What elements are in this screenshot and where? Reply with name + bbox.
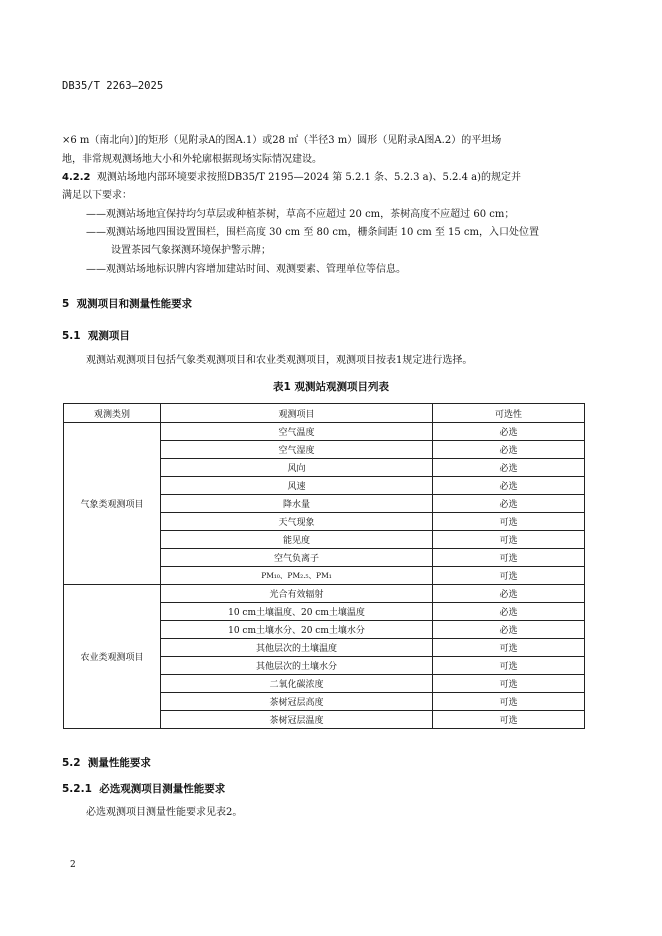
item-cell: 风向 (161, 459, 433, 477)
option-cell: 必选 (433, 495, 585, 513)
section-title: 观测项目 (87, 330, 130, 342)
item-cell: 空气湿度 (161, 441, 433, 459)
table-header-row (64, 404, 585, 423)
option-cell: 必选 (433, 477, 585, 495)
requirement-item-2: ——观测站场地四围设置围栏，围栏高度 30 cm 至 80 cm，栅条间距 10 cm 至 15 cm，入口处位置 (86, 227, 540, 238)
page-number: 2 (70, 860, 76, 870)
intro-line-2: 地，非常规观测场地大小和外轮廓根据现场实际情况建设。 (62, 154, 322, 165)
item-cell: 茶树冠层温度 (161, 711, 433, 729)
table-1-caption: 表1 观测站观测项目列表 (273, 381, 389, 393)
option-cell: 可选 (433, 693, 585, 711)
item-cell: 其他层次的土壤温度 (161, 639, 433, 657)
document-code: DB35/T 2263—2025 (62, 80, 164, 92)
item-cell: 茶树冠层高度 (161, 693, 433, 711)
item-cell: 降水量 (161, 495, 433, 513)
option-cell: 必选 (433, 585, 585, 603)
option-cell: 可选 (433, 549, 585, 567)
section-title: 测量性能要求 (87, 757, 151, 769)
item-cell: 天气现象 (161, 513, 433, 531)
item-cell: 二氧化碳浓度 (161, 675, 433, 693)
option-cell: 可选 (433, 513, 585, 531)
section-title: 观测项目和测量性能要求 (76, 298, 193, 310)
item-cell: PM₁₀、PM₂.₅、PM₁ (161, 567, 433, 585)
header-item: 观测项目 (161, 404, 433, 423)
option-cell: 可选 (433, 675, 585, 693)
section-5-1-heading (62, 328, 130, 343)
section-5-2-1-paragraph: 必选观测项目测量性能要求见表2。 (86, 807, 243, 818)
section-5-2-1-heading (62, 781, 225, 796)
option-cell: 必选 (433, 603, 585, 621)
requirement-item-3: ——观测站场地标识牌内容增加建站时间、观测要素、管理单位等信息。 (86, 264, 406, 275)
clause-4-2-2-line-1 (62, 171, 521, 184)
category-cell-agricultural: 农业类观测项目 (64, 585, 161, 729)
item-cell: 10 cm土壤温度、20 cm土壤温度 (161, 603, 433, 621)
item-cell: 其他层次的土壤水分 (161, 657, 433, 675)
item-cell: 空气负离子 (161, 549, 433, 567)
section-5-1-paragraph: 观测站观测项目包括气象类观测项目和农业类观测项目，观测项目按表1规定进行选择。 (86, 355, 473, 366)
option-cell: 可选 (433, 531, 585, 549)
section-number: 5.2.1 (62, 783, 92, 795)
clause-4-2-2-line-2: 满足以下要求： (62, 190, 132, 201)
header-option: 可选性 (433, 404, 585, 423)
option-cell: 可选 (433, 711, 585, 729)
observation-items-table (63, 403, 585, 729)
intro-line-1: ×6 m（南北向）]的矩形（见附录A的图A.1）或28 ㎡（半径3 m）圆形（见附录A图A.2）的平坦场 (62, 135, 502, 146)
section-number: 5.1 (62, 330, 81, 342)
option-cell: 可选 (433, 567, 585, 585)
table-row (64, 423, 585, 441)
clause-text: 观测站场地内部环境要求按照DB35/T 2195—2024 第 5.2.1 条、5.2.3 a)、5.2.4 a)的规定并 (96, 172, 522, 183)
option-cell: 必选 (433, 423, 585, 441)
section-number: 5 (62, 298, 70, 310)
section-5-2-heading (62, 755, 151, 770)
item-cell: 能见度 (161, 531, 433, 549)
item-cell: 光合有效辐射 (161, 585, 433, 603)
requirement-item-1: ——观测站场地宜保持均匀草层或种植茶树，草高不应超过 20 cm，茶树高度不应超过 60 cm； (86, 209, 515, 220)
option-cell: 可选 (433, 657, 585, 675)
section-5-heading (62, 296, 192, 311)
item-cell: 空气温度 (161, 423, 433, 441)
clause-number: 4.2.2 (62, 172, 91, 183)
section-title: 必选观测项目测量性能要求 (99, 783, 226, 795)
option-cell: 可选 (433, 639, 585, 657)
item-cell: 10 cm土壤水分、20 cm土壤水分 (161, 621, 433, 639)
option-cell: 必选 (433, 621, 585, 639)
header-category: 观测类别 (64, 404, 161, 423)
category-cell-meteorological: 气象类观测项目 (64, 423, 161, 585)
section-number: 5.2 (62, 757, 81, 769)
option-cell: 必选 (433, 441, 585, 459)
requirement-item-2-continued: 设置茶园气象探测环境保护警示牌； (111, 245, 271, 256)
item-cell: 风速 (161, 477, 433, 495)
table-row (64, 585, 585, 603)
option-cell: 必选 (433, 459, 585, 477)
